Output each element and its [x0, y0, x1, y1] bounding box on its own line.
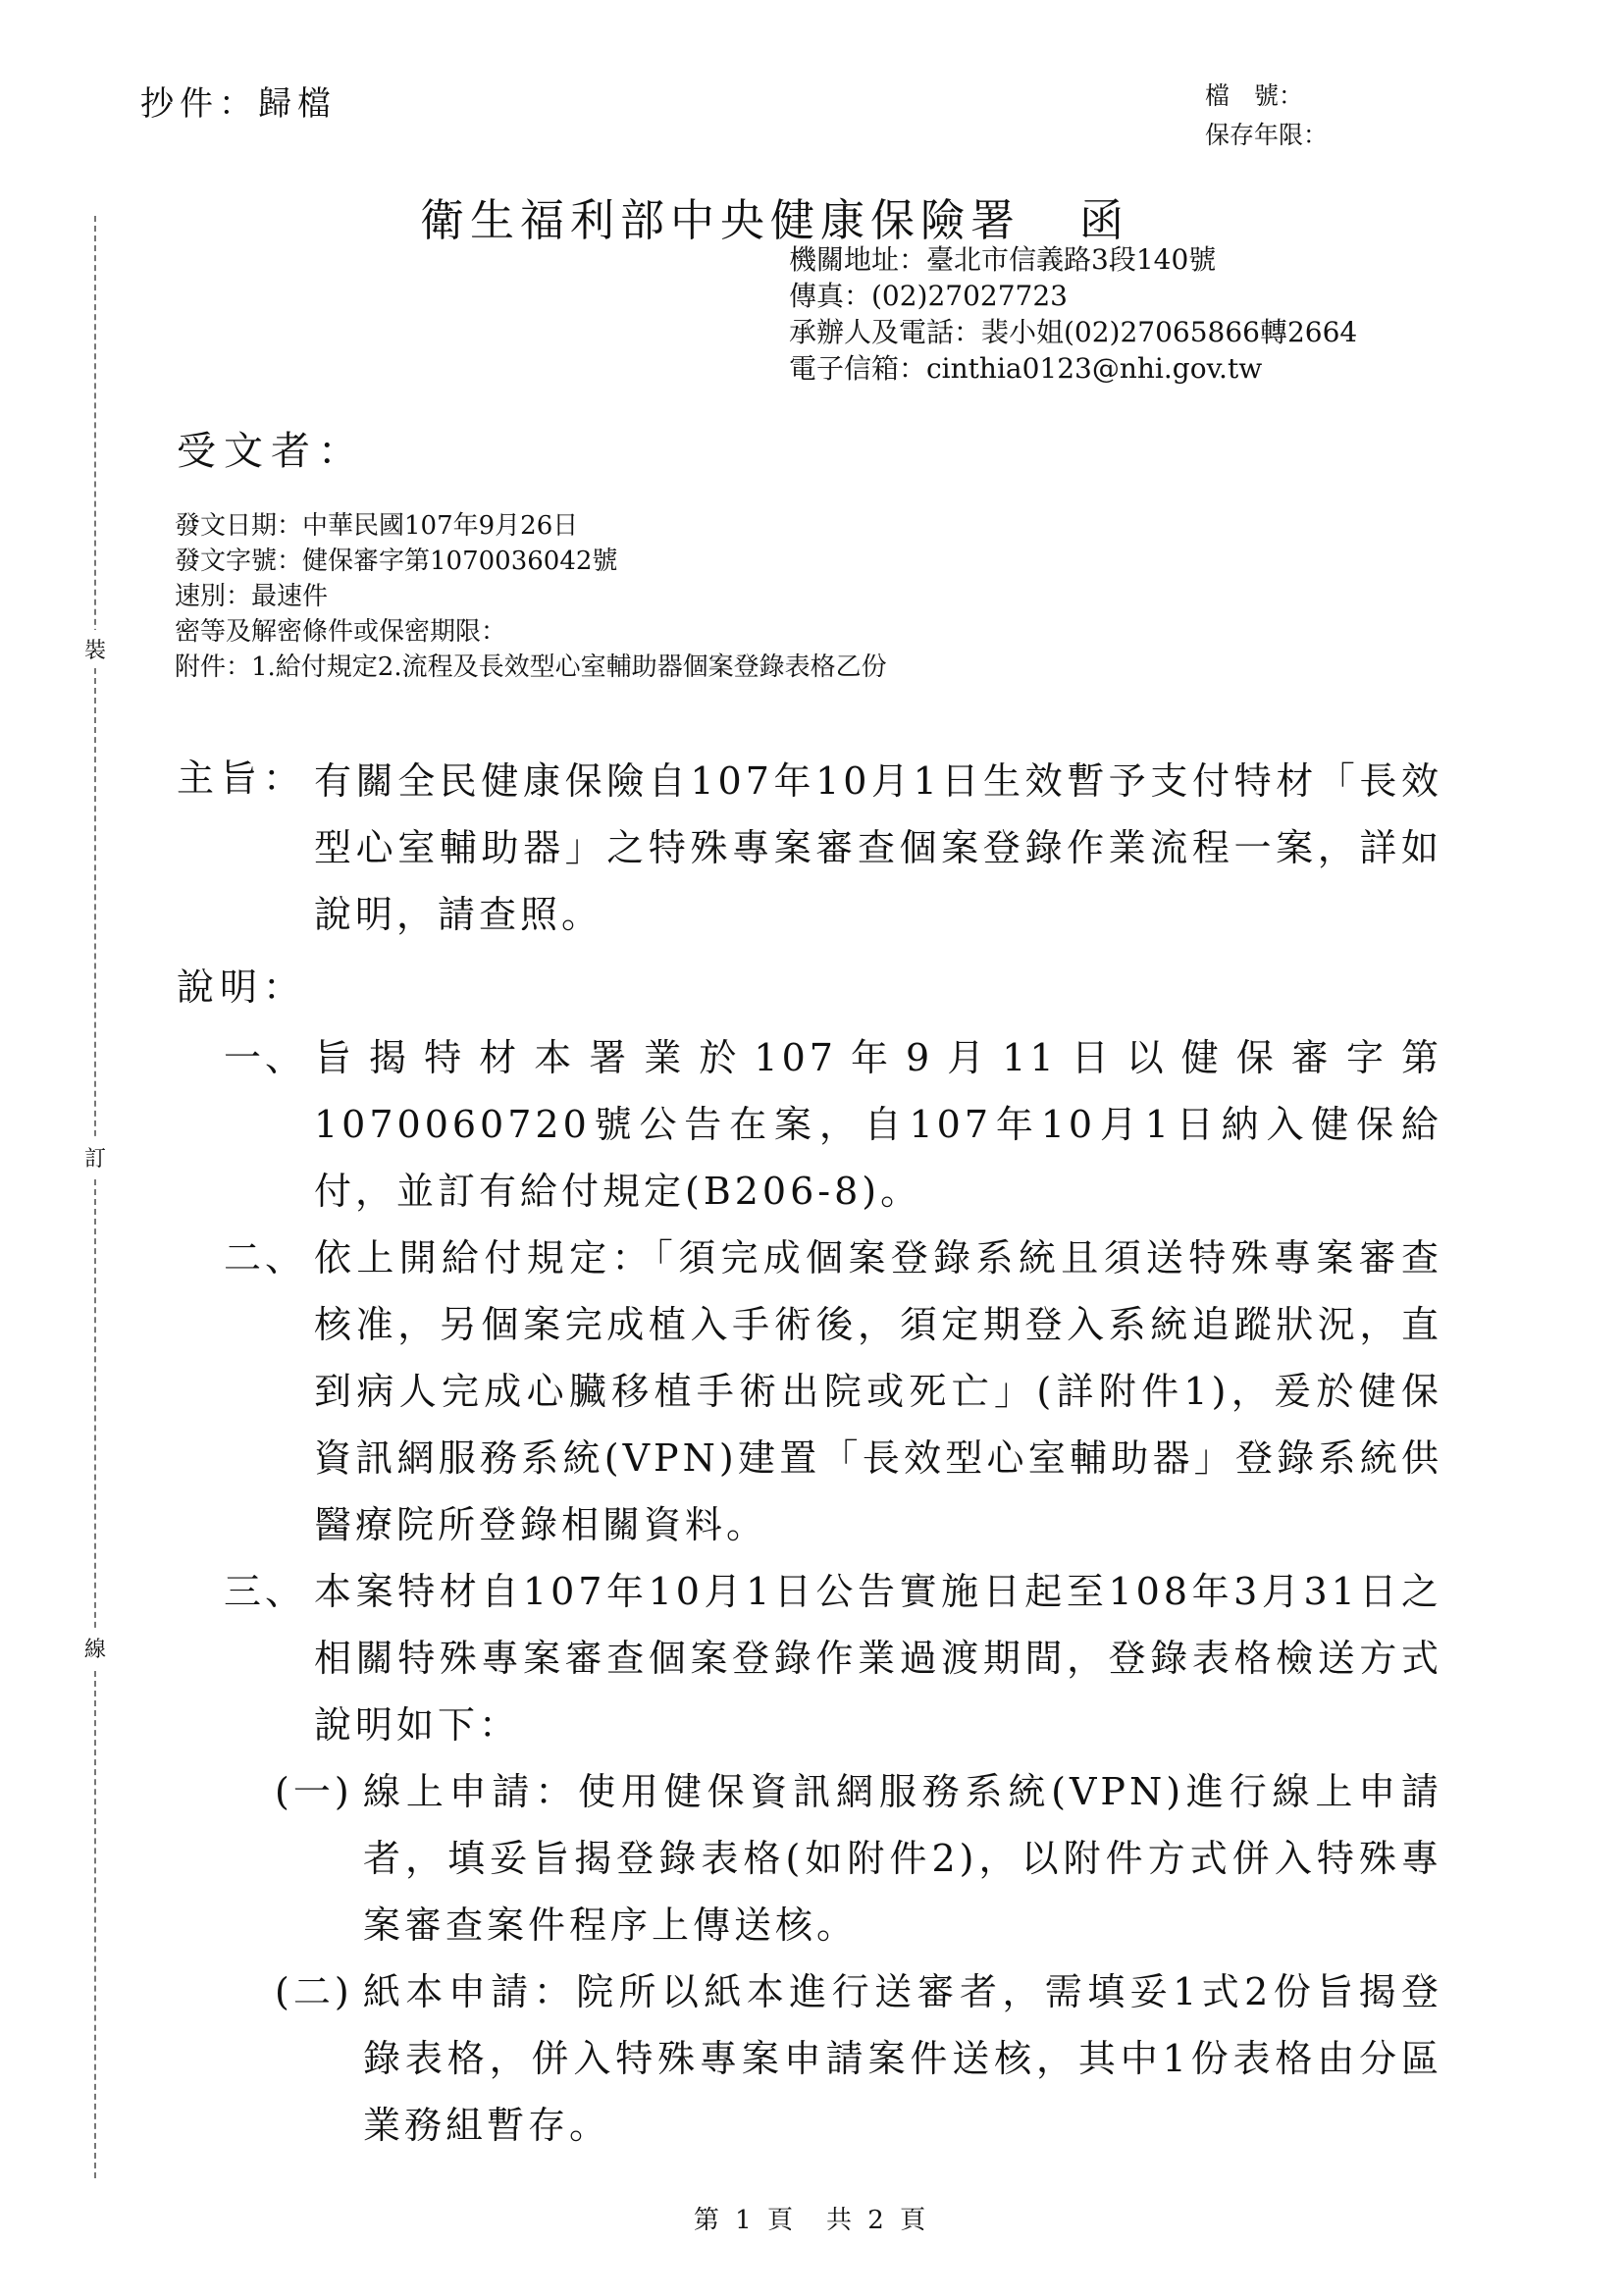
- agency-name: 衛生福利部中央健康保險署: [420, 194, 1021, 246]
- file-info: [1205, 77, 1328, 155]
- agency-contact: 承辦人及電話：裴小姐(02)27065866轉2664: [789, 316, 1358, 348]
- subitem-text: 紙本申請：院所以紙本進行送審者，需填妥1式2份旨揭登錄表格，併入特殊專案申請案件送核，其中1份表格由分區業務組暫存。: [363, 1970, 1442, 2147]
- explanation-item: [177, 1024, 1442, 1225]
- binding-mark: 訂: [84, 1138, 106, 1176]
- explanation-items: [177, 1024, 1442, 2159]
- subitem-number: (二): [275, 1970, 353, 2013]
- doc-number: 發文字號：健保審字第1070036042號: [175, 547, 618, 576]
- agency-email: 電子信箱：cinthia0123@nhi.gov.tw: [789, 352, 1263, 385]
- page-footer: 第 1 頁 共 2 頁: [693, 2206, 930, 2235]
- subitem-text: 線上申請：使用健保資訊網服務系統(VPN)進行線上申請者，填妥旨揭登錄表格(如附件2)，以附件方式併入特殊專案審查案件程序上傳送核。: [363, 1770, 1442, 1947]
- item-text: 旨揭特材本署業於107年9月11日以健保審字第1070060720號公告在案，自107年10月1日納入健保給付，並訂有給付規定(B206-8)。: [314, 1036, 1442, 1213]
- agency-info: [789, 241, 1357, 387]
- binding-mark: 裝: [84, 630, 106, 668]
- binding-mark: 線: [84, 1629, 106, 1667]
- item-number: 一、: [224, 1036, 307, 1079]
- item-text: 本案特材自107年10月1日公告實施日起至108年3月31日之相關特殊專案審查個案登錄作業過渡期間，登錄表格檢送方式說明如下：: [314, 1570, 1442, 1747]
- speed: 速別：最速件: [175, 582, 329, 611]
- explanation-subitem: [275, 1958, 1442, 2159]
- recipient-label: 受文者：: [177, 429, 365, 474]
- document-meta: [175, 508, 887, 685]
- doc-type: 函: [1079, 194, 1130, 246]
- explanation-header: [177, 954, 1442, 1020]
- binding-line: [94, 216, 96, 2178]
- item-number: 三、: [224, 1570, 307, 1613]
- attachments: 附件：1.給付規定2.流程及長效型心室輔助器個案登錄表格乙份: [175, 652, 887, 682]
- explanation-subitem: [275, 1758, 1442, 1958]
- explanation-item: [177, 1225, 1442, 1558]
- copy-to: 抄件：歸檔: [140, 84, 337, 124]
- subject-text: 有關全民健康保險自107年10月1日生效暫予支付特材「長效型心室輔助器」之特殊專案審查個案登錄作業流程一案，詳如說明，請查照。: [314, 759, 1442, 936]
- document-body: [177, 748, 1442, 2159]
- subject-label: 主旨：: [177, 757, 307, 800]
- subject: [177, 748, 1442, 948]
- explanation-label: 說明：: [177, 965, 307, 1009]
- agency-address: 機關地址：臺北市信義路3段140號: [789, 243, 1217, 276]
- retention-label: 保存年限：: [1205, 121, 1329, 149]
- file-number-label: 檔 號：: [1205, 81, 1304, 110]
- explanation-item: [177, 1558, 1442, 1758]
- subitem-number: (一): [275, 1770, 353, 1813]
- item-text: 依上開給付規定：「須完成個案登錄系統且須送特殊專案審查核准，另個案完成植入手術後，須定期登入系統追蹤狀況，直到病人完成心臟移植手術出院或死亡」(詳附件1)，爰於健保資訊網服務系統(VPN)建置「長效型心室輔助器」登錄系統供醫療院所登錄相關資料。: [314, 1236, 1442, 1546]
- document-title: [420, 184, 1129, 248]
- agency-fax: 傳真：(02)27027723: [789, 280, 1068, 312]
- item-number: 二、: [224, 1236, 307, 1279]
- secrecy: 密等及解密條件或保密期限：: [175, 617, 507, 647]
- issue-date: 發文日期：中華民國107年9月26日: [175, 511, 579, 541]
